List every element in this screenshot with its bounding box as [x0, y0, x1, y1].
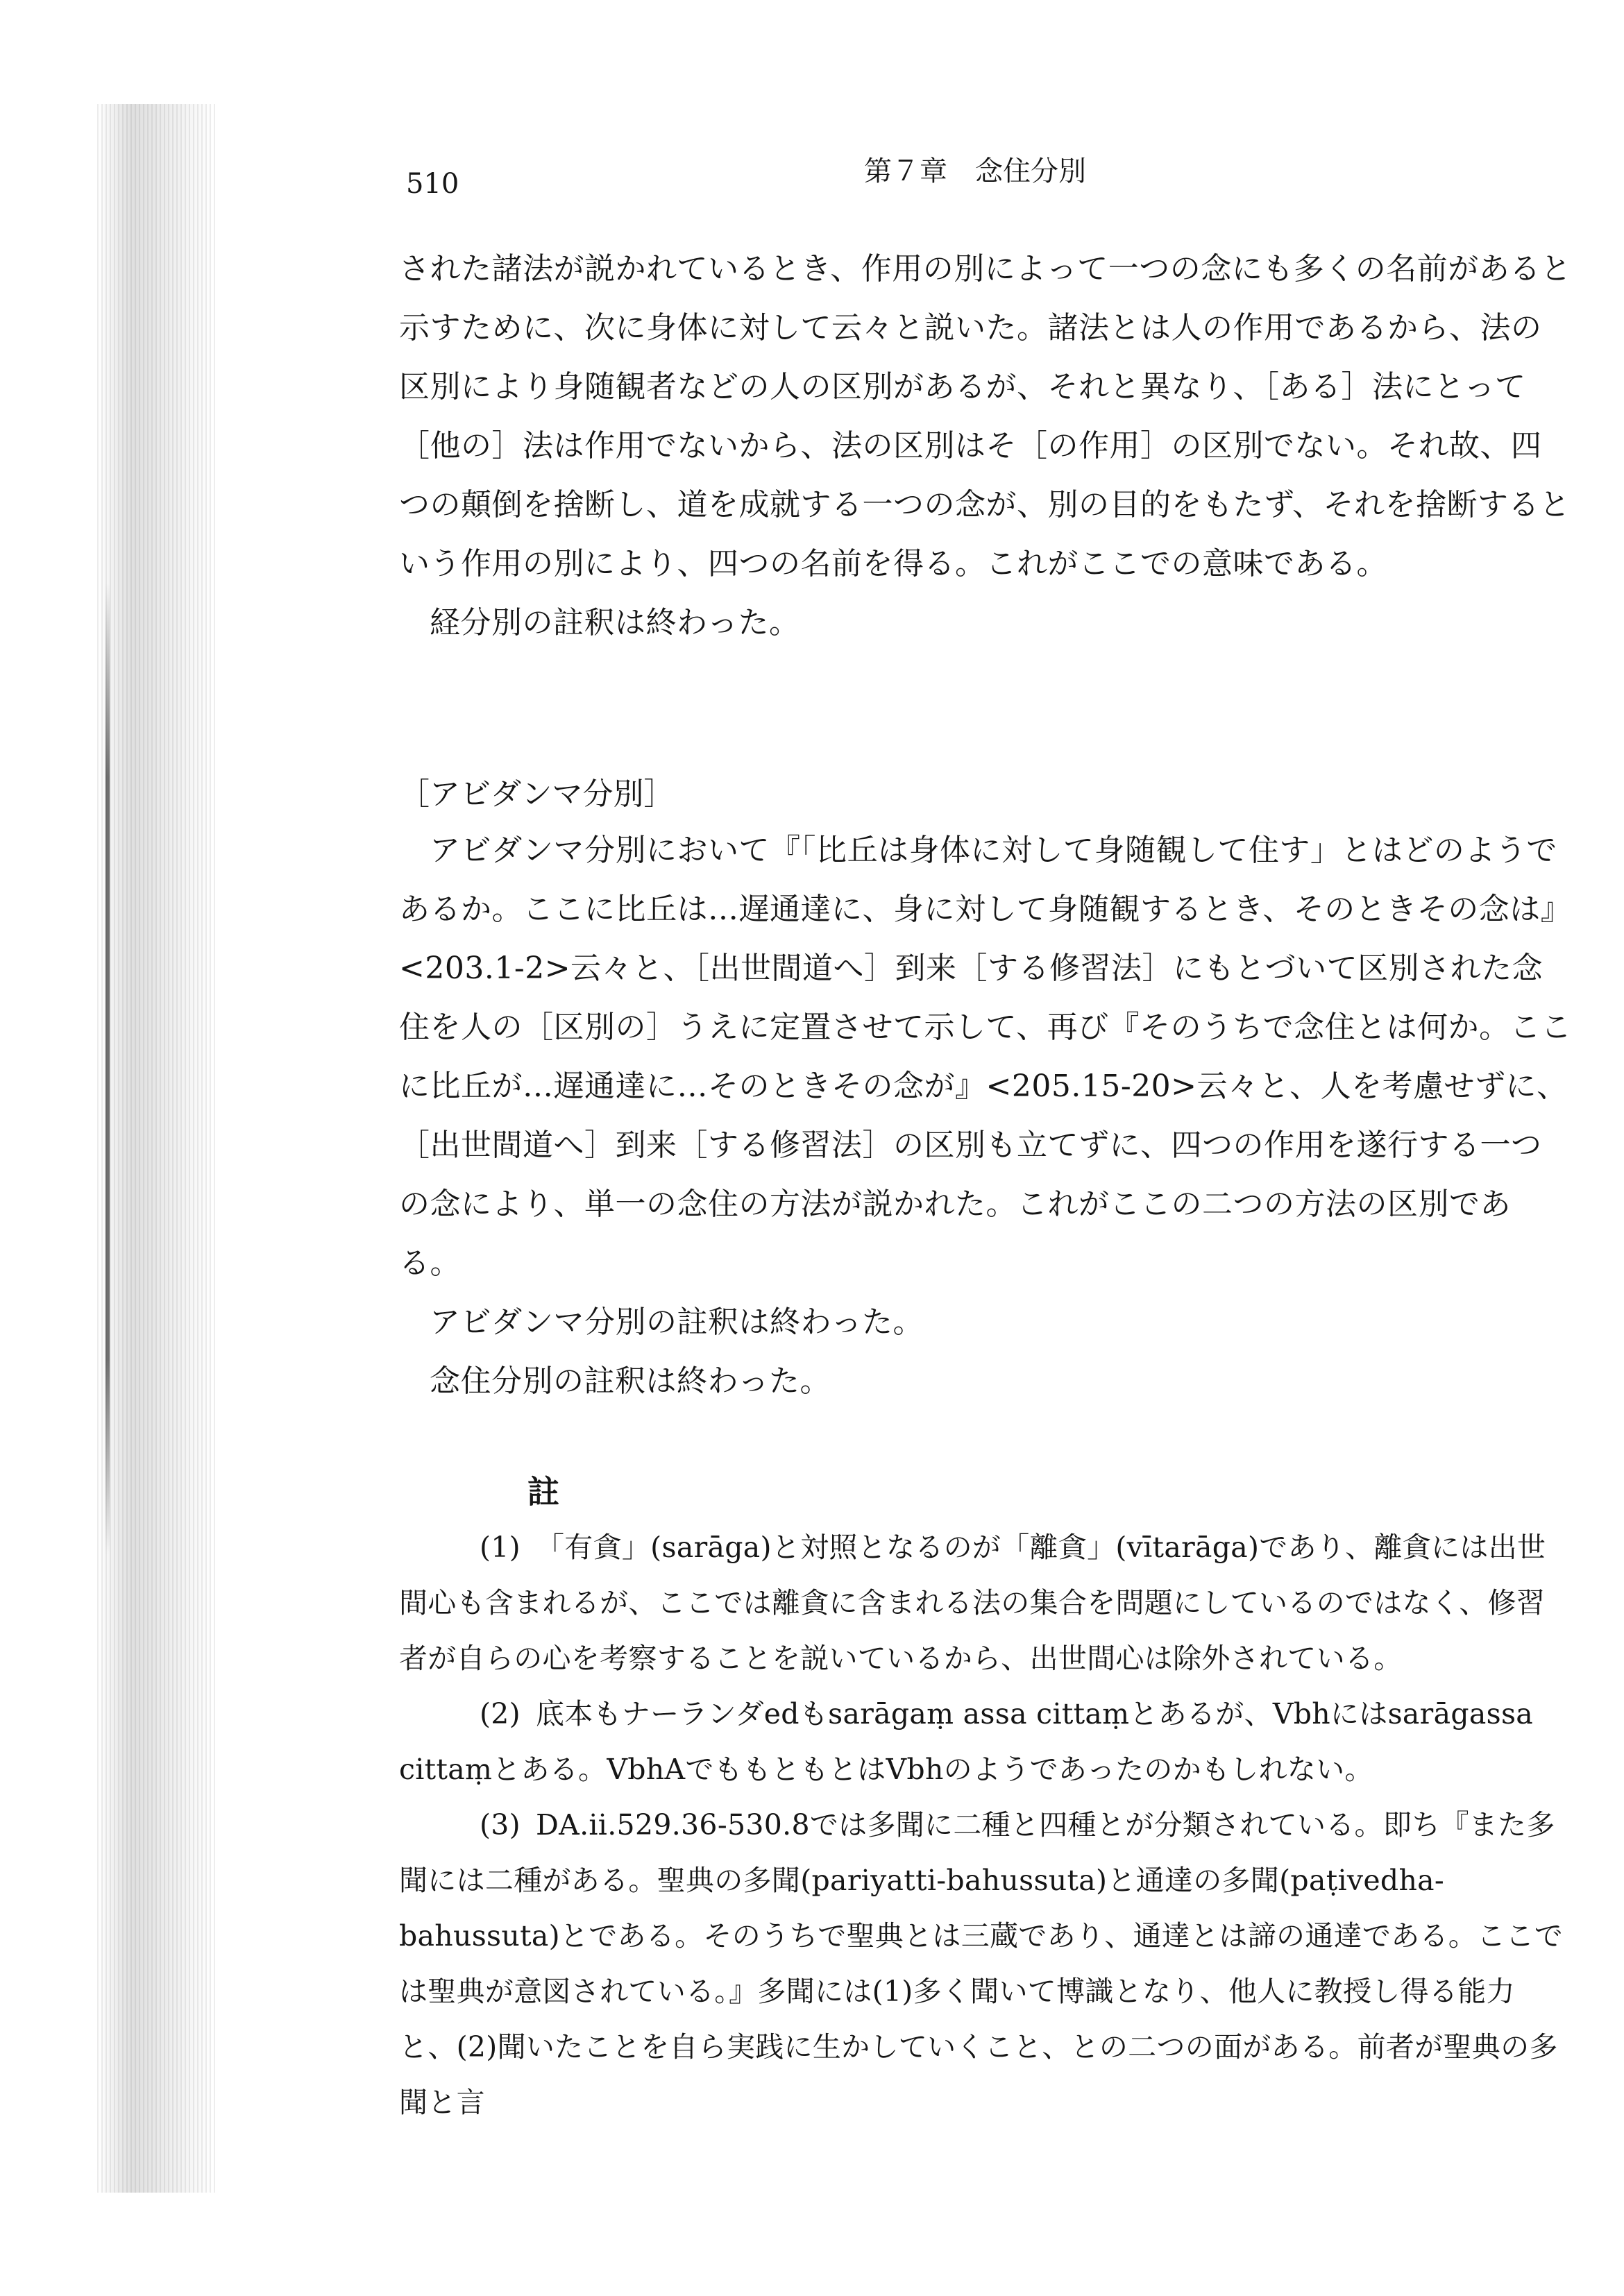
binding-shadow — [97, 104, 215, 2193]
section-closing: 経分別の註釈は終わった。 — [430, 605, 800, 640]
section-sutta-commentary — [399, 239, 1572, 652]
note-item — [399, 1686, 1572, 1797]
note-item — [399, 1520, 1572, 1686]
running-head: 第７章 念住分別 — [864, 155, 1086, 187]
note-text: DA.ii.529.36-530.8では多聞に二種と四種とが分類されている。即ち『また多聞には二種がある。聖典の多聞(pariyatti-bahussuta)と通達の多聞(paṭivedha-bahussuta)とである。そのうちで聖典とは三蔵であり、通達とは諦の通達である。ここでは聖典が意図されている。』多聞には(1)多く聞いて博識となり、他人に教授し得る能力と、(2)聞いたことを自ら実践に生かしていくこと、との二つの面がある。前者が聖典の多聞と言 — [399, 1808, 1563, 2119]
page-number: 510 — [406, 168, 459, 200]
section-abhidhamma-commentary — [399, 821, 1572, 1411]
note-number: (1) — [480, 1531, 521, 1564]
note-number: (2) — [480, 1697, 521, 1730]
section-closing: アビダンマ分別の註釈は終わった。 — [430, 1304, 924, 1340]
chapter-closing: 念住分別の註釈は終わった。 — [430, 1363, 831, 1399]
binding-edge — [105, 583, 110, 1554]
note-number: (3) — [480, 1808, 521, 1842]
note-text: 底本もナーランダedもsarāgaṃ assa cittaṃとあるが、Vbhにはsarāgassa cittaṃとある。VbhAでももともとはVbhのようであったのかもしれない。 — [399, 1697, 1534, 1786]
note-item — [399, 1797, 1572, 2130]
note-text: 「有貪」(sarāga)と対照となるのが「離貪」(vītarāga)であり、離貪には出世間心も含まれるが、ここでは離貪に含まれる法の集合を問題にしているのではなく、修習者が自らの心を考察することを説いているから、出世間心は除外されている。 — [399, 1531, 1546, 1675]
section-heading: ［アビダンマ分別］ — [399, 776, 675, 812]
paragraph: された諸法が説かれているとき、作用の別によって一つの念にも多くの名前があると示すために、次に身体に対して云々と説いた。諸法とは人の作用であるから、法の区別により身随観者などの人の区別があるが、それと異なり、［ある］法にとって［他の］法は作用でないから、法の区別はそ［の作用］の区別でない。それ故、四つの顛倒を捨断し、道を成就する一つの念が、別の目的をもたず、それを捨断するという作用の別により、四つの名前を得る。これがここでの意味である。 — [399, 251, 1572, 581]
notes-list — [399, 1520, 1572, 2130]
paragraph: アビダンマ分別において『「比丘は身体に対して身随観して住す」とはどのようであるか。ここに比丘は…遅通達に、身に対して身随観するとき、そのときその念は』<203.1-2>云々と、［出世間道へ］到来［する修習法］にもとづいて区別された念住を人の［区別の］うえに定置させて示して、再び『そのうちで念住とは何か。ここに比丘が…遅通達に…そのときその念が』<205.15-20>云々と、人を考慮せずに、［出世間道へ］到来［する修習法］の区別も立てずに、四つの作用を遂行する一つの念により、単一の念住の方法が説かれた。これがここの二つの方法の区別である。 — [399, 833, 1572, 1281]
notes-heading: 註 — [527, 1473, 559, 1511]
